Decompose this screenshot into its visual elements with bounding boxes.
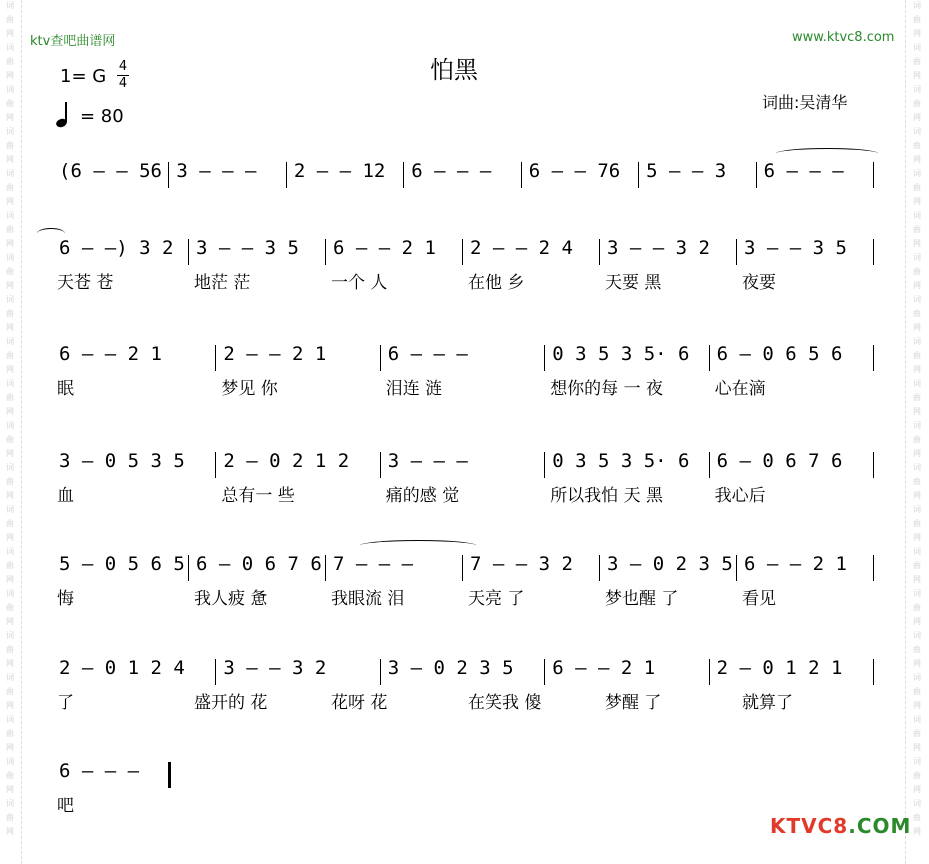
side-watermark-glyph: 词 (6, 43, 14, 52)
measure: 3 — 0 5 3 5 (59, 450, 185, 472)
measure: 7 — — — (333, 553, 414, 575)
tempo-marking: = 80 (80, 106, 124, 127)
lyric-text: 盛开的 花 (194, 693, 268, 713)
side-watermark-glyph: 网 (6, 575, 14, 584)
side-watermark-glyph: 曲 (6, 183, 14, 192)
side-watermark-glyph: 网 (6, 617, 14, 626)
side-watermark-glyph: 网 (913, 575, 921, 584)
bar-line (215, 659, 216, 685)
side-watermark-glyph: 曲 (6, 99, 14, 108)
bar-line (325, 555, 326, 581)
right-dashed-rule (905, 0, 906, 864)
side-watermark-glyph: 网 (6, 239, 14, 248)
side-watermark-glyph: 网 (913, 281, 921, 290)
side-watermark-glyph: 曲 (913, 351, 921, 360)
lyric-text: 痛的感 觉 (385, 486, 460, 506)
side-watermark-glyph: 词 (6, 715, 14, 724)
side-watermark-glyph: 曲 (913, 813, 921, 822)
measure: 3 — — 3 5 (744, 237, 847, 259)
side-watermark-glyph: 曲 (913, 477, 921, 486)
lyric-text: 泪连 涟 (385, 379, 443, 399)
side-watermark-glyph: 曲 (6, 435, 14, 444)
slur-tie-1 (776, 148, 878, 159)
side-watermark-glyph: 曲 (6, 309, 14, 318)
side-watermark-glyph: 曲 (913, 183, 921, 192)
side-watermark-glyph: 曲 (6, 687, 14, 696)
measure: 3 — — 3 2 (607, 237, 710, 259)
lyric-row-6 (53, 688, 875, 712)
lyric-text: 在笑我 傻 (468, 693, 542, 713)
side-watermark-glyph: 词 (913, 337, 921, 346)
lyric-text: 天苍 苍 (57, 273, 114, 293)
side-watermark-glyph: 曲 (913, 771, 921, 780)
side-watermark-glyph: 网 (913, 323, 921, 332)
lyric-text: 吧 (57, 796, 74, 816)
side-watermark-glyph: 曲 (913, 141, 921, 150)
side-watermark-glyph: 网 (6, 827, 14, 836)
side-watermark-glyph: 曲 (6, 561, 14, 570)
bar-line (462, 555, 463, 581)
side-watermark-glyph: 词 (6, 421, 14, 430)
side-watermark-glyph: 网 (913, 743, 921, 752)
side-watermark-glyph: 网 (913, 365, 921, 374)
bar-line (188, 239, 189, 265)
side-watermark-glyph: 曲 (6, 393, 14, 402)
measure: 6 — — — (411, 160, 492, 182)
bar-line (403, 162, 404, 188)
side-watermark-glyph: 网 (913, 71, 921, 80)
lyric-row-2 (53, 268, 875, 292)
measure: 5 — — 3 (646, 160, 727, 182)
measure: 6 — — 2 1 (552, 657, 656, 679)
side-watermark-glyph: 曲 (6, 57, 14, 66)
time-signature (117, 60, 129, 91)
measure: 6 — — — (59, 760, 140, 782)
side-watermark-glyph: 曲 (913, 519, 921, 528)
side-watermark-glyph: 词 (6, 127, 14, 136)
side-watermark-glyph: 网 (913, 197, 921, 206)
side-watermark-glyph: 词 (913, 799, 921, 808)
side-watermark-glyph: 网 (913, 29, 921, 38)
side-watermark-glyph: 网 (913, 239, 921, 248)
side-watermark-glyph: 词 (6, 673, 14, 682)
bar-line (380, 345, 381, 371)
side-watermark-glyph: 词 (913, 673, 921, 682)
bar-line (756, 162, 757, 188)
side-watermark-glyph: 曲 (913, 57, 921, 66)
side-watermark-glyph: 词 (913, 505, 921, 514)
side-watermark-glyph: 曲 (6, 603, 14, 612)
side-watermark-glyph: 词 (913, 253, 921, 262)
lyric-text: 心在滴 (714, 379, 766, 399)
bar-line (521, 162, 522, 188)
lyric-text: 天亮 了 (468, 589, 525, 609)
side-watermark-glyph: 词 (6, 505, 14, 514)
lyric-text: 地茫 茫 (194, 273, 251, 293)
side-watermark-glyph: 网 (6, 323, 14, 332)
lyric-text: 天要 黑 (605, 273, 662, 293)
measure: 6 — — 2 1 (333, 237, 436, 259)
bar-line (215, 452, 216, 478)
score-row-1 (53, 160, 875, 188)
lyric-text: 花呀 花 (331, 693, 388, 713)
bar-line (873, 162, 874, 188)
measure: 0 3 5 3 5· 6 (552, 343, 690, 365)
measure: 2 — — 2 4 (470, 237, 573, 259)
measure: (6 — — 56 (59, 160, 162, 182)
side-watermark-glyph: 词 (913, 757, 921, 766)
side-watermark-glyph: 曲 (6, 477, 14, 486)
side-watermark-glyph: 网 (6, 785, 14, 794)
measure: 2 — 0 2 1 2 (223, 450, 350, 472)
bar-line (873, 659, 874, 685)
side-watermark-glyph: 网 (6, 449, 14, 458)
left-dashed-rule (21, 0, 22, 864)
side-watermark-glyph: 网 (913, 491, 921, 500)
measure: 2 — 0 1 2 4 (59, 657, 185, 679)
bar-line (380, 452, 381, 478)
side-watermark-glyph: 曲 (913, 309, 921, 318)
side-watermark-glyph: 网 (913, 617, 921, 626)
measure: 2 — — 12 (293, 160, 386, 182)
side-watermark-glyph: 曲 (6, 267, 14, 276)
lyric-text: 了 (57, 693, 74, 713)
score-row-6 (53, 657, 875, 685)
side-watermark-glyph: 词 (6, 547, 14, 556)
side-watermark-glyph: 词 (6, 295, 14, 304)
side-watermark-glyph: 曲 (913, 729, 921, 738)
side-watermark-glyph: 词 (6, 253, 14, 262)
side-watermark-glyph: 词 (6, 379, 14, 388)
side-watermark-glyph: 词 (913, 631, 921, 640)
lyric-text: 我心后 (714, 486, 766, 506)
measure: 3 — — 3 5 (196, 237, 299, 259)
side-watermark-glyph: 曲 (913, 15, 921, 24)
lyric-text: 看见 (742, 589, 776, 609)
time-signature-top: 4 (118, 59, 128, 74)
side-watermark-glyph: 词 (913, 463, 921, 472)
side-watermark-glyph: 网 (6, 71, 14, 80)
side-watermark-glyph: 词 (913, 127, 921, 136)
side-watermark-glyph: 网 (6, 743, 14, 752)
score-row-4 (53, 450, 875, 478)
bar-line (215, 345, 216, 371)
song-title: 怕黑 (430, 56, 478, 84)
bar-line (462, 239, 463, 265)
side-watermark-glyph: 曲 (913, 267, 921, 276)
measure: 6 — 0 6 7 6 (196, 553, 322, 575)
lyric-text: 眠 (57, 379, 74, 399)
measure: 6 — — 2 1 (744, 553, 847, 575)
bar-line (873, 239, 874, 265)
side-watermark-glyph: 曲 (913, 561, 921, 570)
side-watermark-glyph: 曲 (913, 393, 921, 402)
slur-tie-2 (37, 228, 65, 239)
bar-line (544, 345, 545, 371)
lyric-text: 我人疲 惫 (194, 589, 268, 609)
side-watermark-glyph: 词 (6, 337, 14, 346)
bar-line (873, 555, 874, 581)
side-watermark-glyph: 曲 (6, 519, 14, 528)
bar-line (380, 659, 381, 685)
bar-line (709, 659, 710, 685)
side-watermark-glyph: 词 (913, 715, 921, 724)
bar-line (188, 555, 189, 581)
site-watermark-right: www.ktvc8.com (792, 30, 895, 45)
bar-line (168, 162, 169, 188)
side-watermark-glyph: 网 (913, 785, 921, 794)
measure: 6 — —) 3 2 (59, 237, 174, 259)
side-watermark-glyph: 曲 (913, 435, 921, 444)
measure: 5 — 0 5 6 5 (59, 553, 185, 575)
side-watermark-glyph: 曲 (6, 141, 14, 150)
key-signature: 1= G (60, 66, 107, 87)
bar-line (638, 162, 639, 188)
side-watermark-glyph: 曲 (913, 645, 921, 654)
side-watermark-glyph: 曲 (6, 225, 14, 234)
side-watermark-glyph: 词 (6, 589, 14, 598)
score-row-5 (53, 553, 875, 581)
lyric-text: 所以我怕 天 黑 (550, 486, 663, 506)
side-watermark-glyph: 曲 (6, 351, 14, 360)
side-watermark-glyph: 词 (913, 421, 921, 430)
side-watermark-glyph: 网 (913, 659, 921, 668)
measure: 6 — — — (387, 343, 468, 365)
bar-line (873, 452, 874, 478)
bar-line (168, 762, 171, 788)
bar-line (325, 239, 326, 265)
side-watermark-glyph: 网 (6, 407, 14, 416)
composer-credit: 词曲:吴清华 (762, 93, 848, 112)
side-watermark-glyph: 词 (913, 1, 921, 10)
side-watermark-glyph: 词 (6, 757, 14, 766)
measure: 3 — 0 2 3 5 (387, 657, 514, 679)
lyric-text: 在他 乡 (468, 273, 525, 293)
measure: 3 — — 3 2 (223, 657, 327, 679)
measure: 6 — — 2 1 (59, 343, 162, 365)
side-watermark-glyph: 词 (913, 295, 921, 304)
side-watermark-glyph: 词 (913, 211, 921, 220)
bar-line (709, 345, 710, 371)
measure: 6 — — 76 (528, 160, 621, 182)
side-watermark-glyph: 词 (6, 463, 14, 472)
side-watermark-glyph: 曲 (6, 645, 14, 654)
score-row-7 (53, 760, 875, 788)
lyric-text: 梦见 你 (221, 379, 278, 399)
lyric-text: 我眼流 泪 (331, 589, 405, 609)
side-watermark-glyph: 网 (913, 155, 921, 164)
side-watermark-glyph: 词 (6, 631, 14, 640)
side-watermark-glyph: 曲 (6, 813, 14, 822)
left-watermark-strip (3, 0, 17, 864)
lyric-text: 就算了 (742, 693, 793, 713)
measure: 3 — — — (176, 160, 257, 182)
measure: 2 — 0 1 2 1 (716, 657, 843, 679)
time-signature-bottom: 4 (118, 76, 128, 91)
right-watermark-strip (910, 0, 924, 864)
bar-line (599, 239, 600, 265)
side-watermark-glyph: 网 (913, 449, 921, 458)
lyric-text: 悔 (57, 589, 74, 609)
side-watermark-glyph: 曲 (913, 603, 921, 612)
side-watermark-glyph: 网 (913, 701, 921, 710)
side-watermark-glyph: 网 (6, 281, 14, 290)
lyric-text: 梦醒 了 (605, 693, 662, 713)
lyric-row-5 (53, 584, 875, 608)
side-watermark-glyph: 网 (913, 113, 921, 122)
lyric-row-4 (53, 481, 875, 505)
side-watermark-glyph: 网 (913, 407, 921, 416)
measure: 6 — 0 6 7 6 (716, 450, 843, 472)
side-watermark-glyph: 网 (6, 365, 14, 374)
bar-line (709, 452, 710, 478)
bar-line (873, 345, 874, 371)
side-watermark-glyph: 网 (6, 533, 14, 542)
lyric-text: 夜要 (742, 273, 776, 293)
side-watermark-glyph: 曲 (6, 729, 14, 738)
lyric-row-3 (53, 374, 875, 398)
lyric-text: 梦也醒 了 (605, 589, 679, 609)
side-watermark-glyph: 网 (6, 155, 14, 164)
bar-line (736, 239, 737, 265)
bar-line (736, 555, 737, 581)
lyric-row-7 (53, 791, 875, 815)
measure: 3 — 0 2 3 5 (607, 553, 733, 575)
bar-line (599, 555, 600, 581)
measure: 6 — — — (763, 160, 844, 182)
side-watermark-glyph: 词 (6, 169, 14, 178)
side-watermark-glyph: 曲 (913, 99, 921, 108)
side-watermark-glyph: 曲 (913, 225, 921, 234)
side-watermark-glyph: 词 (913, 589, 921, 598)
side-watermark-glyph: 网 (913, 533, 921, 542)
score-row-2 (53, 237, 875, 265)
measure: 3 — — — (387, 450, 468, 472)
score-row-3 (53, 343, 875, 371)
slur-tie-3 (360, 540, 476, 551)
side-watermark-glyph: 网 (6, 113, 14, 122)
side-watermark-glyph: 词 (6, 1, 14, 10)
lyric-text: 总有一 些 (221, 486, 295, 506)
measure: 0 3 5 3 5· 6 (552, 450, 690, 472)
side-watermark-glyph: 词 (913, 379, 921, 388)
ktvc8-logo: KTVC8.COM (770, 814, 912, 838)
side-watermark-glyph: 网 (913, 827, 921, 836)
measure: 2 — — 2 1 (223, 343, 327, 365)
site-watermark-left: ktv查吧曲谱网 (30, 34, 116, 49)
side-watermark-glyph: 曲 (6, 771, 14, 780)
measure: 6 — 0 6 5 6 (716, 343, 843, 365)
lyric-text: 血 (57, 486, 74, 506)
side-watermark-glyph: 网 (6, 659, 14, 668)
side-watermark-glyph: 词 (6, 799, 14, 808)
side-watermark-glyph: 网 (6, 491, 14, 500)
lyric-text: 想你的每 一 夜 (550, 379, 663, 399)
bar-line (286, 162, 287, 188)
measure: 7 — — 3 2 (470, 553, 573, 575)
side-watermark-glyph: 词 (913, 85, 921, 94)
side-watermark-glyph: 网 (6, 29, 14, 38)
side-watermark-glyph: 词 (6, 85, 14, 94)
bar-line (544, 452, 545, 478)
side-watermark-glyph: 曲 (6, 15, 14, 24)
side-watermark-glyph: 网 (6, 701, 14, 710)
side-watermark-glyph: 词 (913, 43, 921, 52)
side-watermark-glyph: 词 (913, 547, 921, 556)
side-watermark-glyph: 网 (6, 197, 14, 206)
side-watermark-glyph: 曲 (913, 687, 921, 696)
bar-line (544, 659, 545, 685)
lyric-text: 一个 人 (331, 273, 388, 293)
side-watermark-glyph: 词 (6, 211, 14, 220)
side-watermark-glyph: 词 (913, 169, 921, 178)
